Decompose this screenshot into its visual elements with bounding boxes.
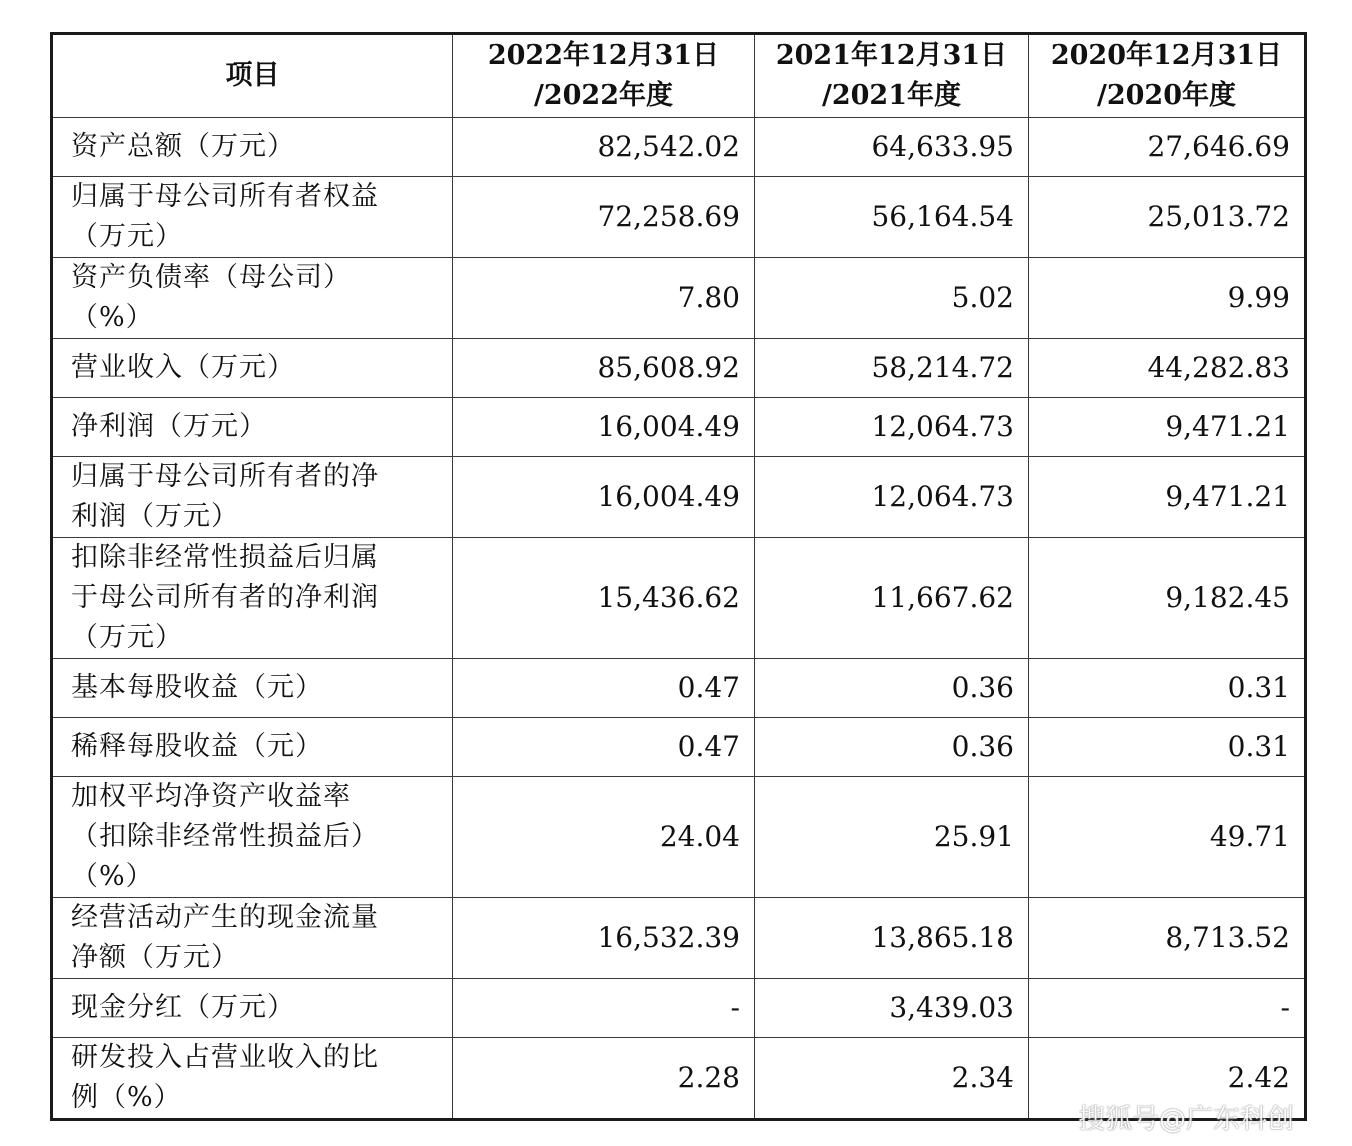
value-cell-2021: 12,064.73 <box>755 457 1029 538</box>
row-label <box>52 457 453 538</box>
table-row <box>52 339 1306 398</box>
value-cell-2020: 25,013.72 <box>1029 177 1306 258</box>
value-cell-2021: 0.36 <box>755 659 1029 718</box>
row-label-line: （%） <box>71 861 154 892</box>
table-row <box>52 777 1306 898</box>
row-label-line: （万元） <box>71 622 183 653</box>
value-cell-2022: 16,532.39 <box>453 898 755 979</box>
value-cell-2020: 44,282.83 <box>1029 339 1306 398</box>
row-label-line: 于母公司所有者的净利润 <box>71 582 379 613</box>
row-label-line: 基本每股收益（元） <box>71 672 323 703</box>
row-label-line: 例（%） <box>71 1082 182 1113</box>
header-2021: 2021年12月31日 /2021年度 <box>755 34 1029 118</box>
row-label-line: 现金分红（万元） <box>71 992 295 1023</box>
table-row <box>52 718 1306 777</box>
row-label <box>52 979 453 1038</box>
value-cell-2021: 64,633.95 <box>755 118 1029 177</box>
value-cell-2021: 25.91 <box>755 777 1029 898</box>
value-cell-2021: 5.02 <box>755 258 1029 339</box>
row-label <box>52 258 453 339</box>
value-cell-2022: 16,004.49 <box>453 457 755 538</box>
value-cell-2020: 27,646.69 <box>1029 118 1306 177</box>
value-cell-2022: 0.47 <box>453 659 755 718</box>
table-row <box>52 457 1306 538</box>
value-cell-2020: 0.31 <box>1029 718 1306 777</box>
value-cell-2020: 0.31 <box>1029 659 1306 718</box>
row-label-line: 营业收入（万元） <box>71 352 295 383</box>
value-cell-2022: 72,258.69 <box>453 177 755 258</box>
table-header-row <box>52 34 1306 118</box>
row-label-line: （扣除非经常性损益后） <box>71 821 379 852</box>
value-cell-2021: 58,214.72 <box>755 339 1029 398</box>
value-cell-2020: 49.71 <box>1029 777 1306 898</box>
value-cell-2021: 12,064.73 <box>755 398 1029 457</box>
row-label-line: （%） <box>71 302 154 333</box>
value-cell-2021: 2.34 <box>755 1038 1029 1120</box>
value-cell-2021: 0.36 <box>755 718 1029 777</box>
table-row <box>52 177 1306 258</box>
value-cell-2022: 24.04 <box>453 777 755 898</box>
row-label-line: 加权平均净资产收益率 <box>71 781 351 812</box>
table-row <box>52 979 1306 1038</box>
table-row <box>52 659 1306 718</box>
table-body <box>52 118 1306 1120</box>
value-cell-2020: 9.99 <box>1029 258 1306 339</box>
value-cell-2020: 9,182.45 <box>1029 538 1306 659</box>
value-cell-2020: - <box>1029 979 1306 1038</box>
row-label <box>52 118 453 177</box>
table-row <box>52 538 1306 659</box>
table-row <box>52 258 1306 339</box>
row-label <box>52 538 453 659</box>
value-cell-2021: 11,667.62 <box>755 538 1029 659</box>
row-label-line: 归属于母公司所有者权益 <box>71 181 379 212</box>
row-label-line: 利润（万元） <box>71 501 239 532</box>
financial-summary-table-container <box>50 32 1304 1121</box>
row-label <box>52 1038 453 1120</box>
row-label-line: 扣除非经常性损益后归属 <box>71 542 379 573</box>
value-cell-2021: 56,164.54 <box>755 177 1029 258</box>
row-label <box>52 339 453 398</box>
table-row <box>52 898 1306 979</box>
row-label-line: 资产总额（万元） <box>71 131 295 162</box>
value-cell-2020: 8,713.52 <box>1029 898 1306 979</box>
row-label <box>52 398 453 457</box>
row-label <box>52 777 453 898</box>
value-cell-2022: 82,542.02 <box>453 118 755 177</box>
header-2020: 2020年12月31日 /2020年度 <box>1029 34 1306 118</box>
row-label-line: （万元） <box>71 221 183 252</box>
row-label <box>52 659 453 718</box>
row-label <box>52 177 453 258</box>
row-label <box>52 898 453 979</box>
value-cell-2022: 0.47 <box>453 718 755 777</box>
value-cell-2020: 9,471.21 <box>1029 398 1306 457</box>
header-2022: 2022年12月31日 /2022年度 <box>453 34 755 118</box>
row-label-line: 资产负债率（母公司） <box>71 262 351 293</box>
value-cell-2022: 2.28 <box>453 1038 755 1120</box>
value-cell-2022: 85,608.92 <box>453 339 755 398</box>
value-cell-2020: 2.42 <box>1029 1038 1306 1120</box>
watermark: 搜狐号@广东科创 <box>1078 1104 1294 1135</box>
value-cell-2021: 13,865.18 <box>755 898 1029 979</box>
row-label <box>52 718 453 777</box>
table-row <box>52 118 1306 177</box>
row-label-line: 稀释每股收益（元） <box>71 731 323 762</box>
value-cell-2022: - <box>453 979 755 1038</box>
table-row <box>52 398 1306 457</box>
value-cell-2022: 16,004.49 <box>453 398 755 457</box>
value-cell-2021: 3,439.03 <box>755 979 1029 1038</box>
row-label-line: 归属于母公司所有者的净 <box>71 461 379 492</box>
header-item: 项目 <box>52 34 453 118</box>
row-label-line: 研发投入占营业收入的比 <box>71 1042 379 1073</box>
row-label-line: 净利润（万元） <box>71 411 267 442</box>
value-cell-2020: 9,471.21 <box>1029 457 1306 538</box>
row-label-line: 经营活动产生的现金流量 <box>71 902 379 933</box>
value-cell-2022: 7.80 <box>453 258 755 339</box>
financial-summary-table <box>50 32 1307 1121</box>
row-label-line: 净额（万元） <box>71 942 239 973</box>
value-cell-2022: 15,436.62 <box>453 538 755 659</box>
